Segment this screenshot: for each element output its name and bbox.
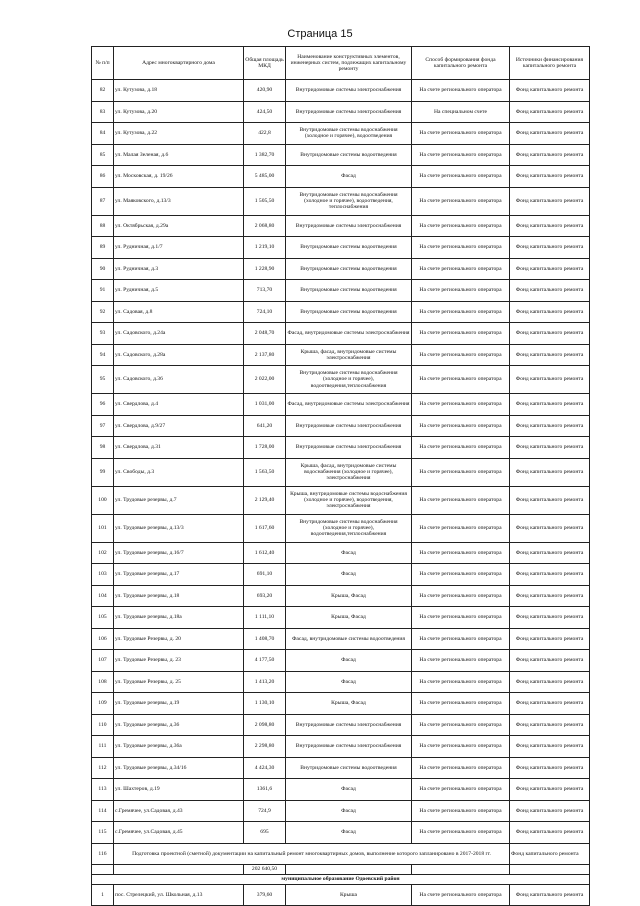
row-address: ул. Шахтеров, д.19 [114,779,244,801]
row-address: ул. Маяковского, д.13/3 [114,187,244,215]
row-method: На счете регионального оператора [412,458,510,486]
row-works: Внутридомовые системы электроснабжения [286,101,412,123]
row-area: 693,20 [244,585,286,607]
row-method: На счете регионального оператора [412,757,510,779]
table-row [92,822,590,844]
total-empty-5 [510,865,590,875]
row-method: На счете регионального оператора [412,607,510,629]
row-address: ул. Рудничная, д.1/7 [114,237,244,259]
row-area: 5 485,00 [244,166,286,188]
row-works: Внутридомовые системы электроснабжения [286,714,412,736]
row-source: Фонд капитального ремонта [510,671,590,693]
row-num: 83 [92,101,114,123]
row-area: 1 563,50 [244,458,286,486]
row-num: 99 [92,458,114,486]
row-method: На счете регионального оператора [412,258,510,280]
row-source: Фонд капитального ремонта [510,607,590,629]
table-row [92,514,590,542]
total-row [92,865,590,875]
row-source: Фонд капитального ремонта [510,458,590,486]
row-address: ул. Рудничная, д.5 [114,280,244,302]
row-method: На счете регионального оператора [412,144,510,166]
row-source: Фонд капитального ремонта [510,757,590,779]
row-works: Фасад [286,822,412,844]
row-num: 98 [92,437,114,459]
last-row-method: На счете регионального оператора [412,885,510,906]
row-works: Внутридомовые системы водоотведения [286,757,412,779]
table-row [92,166,590,188]
row-area: 641,20 [244,415,286,437]
row-source: Фонд капитального ремонта [510,779,590,801]
table-row [92,323,590,345]
row-address: ул. Трудовые резервы, д.7 [114,486,244,514]
row-source: Фонд капитального ремонта [510,693,590,715]
table-row [92,258,590,280]
table-row [92,80,590,102]
total-empty-4 [412,865,510,875]
row-works: Внутридомовые системы водоотведения [286,280,412,302]
row-method: На специальном счете [412,101,510,123]
row-num: 91 [92,280,114,302]
row-address: ул. Кутузова, д.22 [114,123,244,145]
row-method: На счете регионального оператора [412,415,510,437]
row-area: 1 413,20 [244,671,286,693]
row-method: На счете регионального оператора [412,779,510,801]
row-num: 101 [92,514,114,542]
row-works: Фасад, внутридомовые системы электроснабжения [286,323,412,345]
last-row-address: пос. Стрелецкий, ул. Школьная, д.13 [114,885,244,906]
row-area: 1 130,10 [244,693,286,715]
row-num: 88 [92,215,114,237]
table-row [92,144,590,166]
row-method: На счете регионального оператора [412,366,510,394]
row-source: Фонд капитального ремонта [510,237,590,259]
row-address: с.Гремячее, ул.Садовая, д.43 [114,800,244,822]
table-row [92,215,590,237]
row-address: ул. Садовая, д.8 [114,301,244,323]
row-address: ул. Трудовые Резервы, д. 23 [114,650,244,672]
row-works: Внутридомовые системы водоотведения [286,144,412,166]
row-method: На счете регионального оператора [412,80,510,102]
table-row [92,344,590,366]
row-method: На счете регионального оператора [412,714,510,736]
row-method: На счете регионального оператора [412,187,510,215]
row-works: Фасад, внутридомовые системы электроснабжения [286,394,412,416]
row-source: Фонд капитального ремонта [510,486,590,514]
row-address: ул. Трудовые резервы, д.13/3 [114,514,244,542]
total-empty-2 [114,865,244,875]
row-area: 1 382,70 [244,144,286,166]
row-works: Фасад [286,779,412,801]
row-works: Фасад [286,564,412,586]
row-source: Фонд капитального ремонта [510,514,590,542]
row-num: 105 [92,607,114,629]
table-row [92,736,590,758]
row-num: 111 [92,736,114,758]
row-address: ул. Кутузова, д.18 [114,80,244,102]
row-method: На счете регионального оператора [412,123,510,145]
row-address: ул. Октябрьская, д.29а [114,215,244,237]
row-num: 84 [92,123,114,145]
row-address: ул. Свердлова, д.9/27 [114,415,244,437]
table-row [92,394,590,416]
row-num: 110 [92,714,114,736]
row-num: 112 [92,757,114,779]
row-method: На счете регионального оператора [412,323,510,345]
row-source: Фонд капитального ремонта [510,714,590,736]
row-method: На счете регионального оператора [412,344,510,366]
table-body [92,80,590,844]
table-row-116 [92,843,590,865]
row-works: Внутридомовые системы водоснабжения (холодное и горячее), водоотведения, теплоснабжения [286,187,412,215]
total-empty-1 [92,865,114,875]
last-table-row [92,885,590,906]
row-address: ул. Садовского, д.28а [114,344,244,366]
row-address: ул. Трудовые Резервы, д. 20 [114,628,244,650]
row-source: Фонд капитального ремонта [510,144,590,166]
table-row [92,693,590,715]
row-source: Фонд капитального ремонта [510,736,590,758]
table-row [92,671,590,693]
row-area: 1 228,90 [244,258,286,280]
row-works: Внутридомовые системы электроснабжения [286,437,412,459]
row-works: Фасад, внутридомовые системы водоотведения [286,628,412,650]
row-address: ул. Трудовые резервы, д.18а [114,607,244,629]
row-method: На счете регионального оператора [412,564,510,586]
row-works: Фасад [286,650,412,672]
row-num: 86 [92,166,114,188]
row-method: На счете регионального оператора [412,166,510,188]
row-area: 424,50 [244,101,286,123]
row-address: ул. Садовского, д.24а [114,323,244,345]
row-works: Крыша, Фасад [286,607,412,629]
page-title: Страница 15 [287,28,353,40]
row-works: Крыша, внутридомовые системы водоснабжения (холодное и горячее), водоотведения, электроснабжения [286,486,412,514]
row-address: ул. Трудовые резервы, д.17 [114,564,244,586]
last-row-area: 379,60 [244,885,286,906]
row-address: ул. Трудовые резервы, д.18 [114,585,244,607]
row-num: 115 [92,822,114,844]
row-area: 420,90 [244,80,286,102]
row-method: На счете регионального оператора [412,650,510,672]
row-area: 2 022,00 [244,366,286,394]
table-row [92,237,590,259]
row-num: 104 [92,585,114,607]
row-address: ул. Трудовые резервы, д.19 [114,693,244,715]
row-address: ул. Трудовые резервы, д.34/16 [114,757,244,779]
row-num: 94 [92,344,114,366]
row-works: Внутридомовые системы электроснабжения [286,736,412,758]
row-works: Внутридомовые системы водоснабжения (холодное и горячее), водоотведения,теплоснабжения [286,514,412,542]
row-area: 2 068,80 [244,215,286,237]
table-row [92,628,590,650]
row-method: На счете регионального оператора [412,394,510,416]
row-116-num: 116 [92,843,114,865]
header-area: Общая площадь МКД [244,47,286,80]
table-row [92,187,590,215]
row-area: 2 098,80 [244,714,286,736]
row-area: 2 129,40 [244,486,286,514]
table-row [92,757,590,779]
row-area: 1 728,00 [244,437,286,459]
row-method: На счете регионального оператора [412,486,510,514]
last-row-works: Крыша [286,885,412,906]
row-address: с.Гремячее, ул.Садовая, д.45 [114,822,244,844]
row-area: 695 [244,822,286,844]
row-source: Фонд капитального ремонта [510,301,590,323]
table-row [92,486,590,514]
row-method: На счете регионального оператора [412,585,510,607]
header-method: Способ формирования фонда капитального ремонта [412,47,510,80]
table-row [92,301,590,323]
row-works: Фасад [286,542,412,564]
row-method: На счете регионального оператора [412,800,510,822]
row-num: 95 [92,366,114,394]
table-row [92,458,590,486]
row-address: ул. Малая Зеленая, д.6 [114,144,244,166]
row-address: ул. Рудничная, д.3 [114,258,244,280]
row-address: ул. Трудовые резервы, д.36а [114,736,244,758]
row-num: 113 [92,779,114,801]
row-works: Крыша, Фасад [286,693,412,715]
row-num: 97 [92,415,114,437]
capital-repair-table [91,46,590,906]
row-area: 4 177,50 [244,650,286,672]
table-row [92,779,590,801]
last-row-source: Фонд капитального ремонта [510,885,590,906]
row-address: ул. Кутузова, д.20 [114,101,244,123]
row-area: 1 408,70 [244,628,286,650]
row-works: Внутридомовые системы электроснабжения [286,215,412,237]
row-address: ул. Свободы, д.3 [114,458,244,486]
row-source: Фонд капитального ремонта [510,123,590,145]
row-works: Внутридомовые системы водоснабжения (холодное и горячее), водоотведения [286,123,412,145]
row-num: 92 [92,301,114,323]
row-area: 1 505,50 [244,187,286,215]
row-method: На счете регионального оператора [412,671,510,693]
row-source: Фонд капитального ремонта [510,415,590,437]
row-works: Крыша, фасад, внутридомовые системы электроснабжения [286,344,412,366]
row-area: 1361,6 [244,779,286,801]
table-row [92,714,590,736]
row-num: 93 [92,323,114,345]
row-num: 87 [92,187,114,215]
row-works: Внутридомовые системы водоотведения [286,258,412,280]
row-method: На счете регионального оператора [412,736,510,758]
row-address: ул. Трудовые Резервы, д. 25 [114,671,244,693]
row-source: Фонд капитального ремонта [510,344,590,366]
row-source: Фонд капитального ремонта [510,628,590,650]
row-works: Внутридомовые системы электроснабжения [286,415,412,437]
row-source: Фонд капитального ремонта [510,366,590,394]
row-num: 103 [92,564,114,586]
table-row [92,542,590,564]
row-method: На счете регионального оператора [412,301,510,323]
table-row [92,800,590,822]
row-num: 96 [92,394,114,416]
row-source: Фонд капитального ремонта [510,258,590,280]
row-num: 85 [92,144,114,166]
row-works: Внутридомовые системы водоотведения [286,301,412,323]
row-source: Фонд капитального ремонта [510,187,590,215]
row-num: 107 [92,650,114,672]
row-source: Фонд капитального ремонта [510,585,590,607]
row-method: На счете регионального оператора [412,437,510,459]
table-row [92,585,590,607]
row-source: Фонд капитального ремонта [510,437,590,459]
header-works: Наименование конструктивных элементов, инженерных систем, подлежащих капитальному ремонту [286,47,412,80]
row-num: 90 [92,258,114,280]
row-area: 724,10 [244,301,286,323]
row-address: ул. Трудовые резервы, д.36 [114,714,244,736]
table-row [92,366,590,394]
header-source: Источники финансирования капитального ремонта [510,47,590,80]
row-works: Фасад [286,671,412,693]
row-works: Внутридомовые системы электроснабжения [286,80,412,102]
row-source: Фонд капитального ремонта [510,80,590,102]
row-area: 724,9 [244,800,286,822]
row-source: Фонд капитального ремонта [510,542,590,564]
table-row [92,564,590,586]
row-area: 691,10 [244,564,286,586]
table-row [92,123,590,145]
row-num: 82 [92,80,114,102]
row-address: ул. Трудовые резервы, д.16/7 [114,542,244,564]
row-works: Крыша, Фасад [286,585,412,607]
row-area: 1 617,60 [244,514,286,542]
row-source: Фонд капитального ремонта [510,323,590,345]
row-method: На счете регионального оператора [412,215,510,237]
row-source: Фонд капитального ремонта [510,215,590,237]
row-area: 713,70 [244,280,286,302]
table-row [92,415,590,437]
row-method: На счете регионального оператора [412,628,510,650]
row-area: 1 111,10 [244,607,286,629]
row-works: Крыша, фасад, внутридомовые системы водоснабжения (холодное и горячее), электроснабжения [286,458,412,486]
row-works: Внутридомовые системы водоснабжения (холодное и горячее), водоотведения,теплоснабжения [286,366,412,394]
table-row [92,101,590,123]
table-row [92,437,590,459]
row-method: На счете регионального оператора [412,237,510,259]
row-source: Фонд капитального ремонта [510,564,590,586]
header-address: Адрес многоквартирного дома [114,47,244,80]
row-source: Фонд капитального ремонта [510,800,590,822]
row-116-text: Подготовка проектной (сметной) документации на капитальный ремонт многоквартирных домов, выполнение которого запланировано в 2017-2018 гг. [114,843,510,865]
row-area: 4 424,30 [244,757,286,779]
row-works: Фасад [286,166,412,188]
row-address: ул. Садовского, д.36 [114,366,244,394]
table-header-row [92,47,590,80]
row-source: Фонд капитального ремонта [510,822,590,844]
row-area: 1 219,10 [244,237,286,259]
row-source: Фонд капитального ремонта [510,166,590,188]
last-row-num: 1 [92,885,114,906]
row-address: ул. Московская, д. 19/26 [114,166,244,188]
header-num: № п/п [92,47,114,80]
row-area: 1 612,40 [244,542,286,564]
row-source: Фонд капитального ремонта [510,650,590,672]
total-empty-3 [286,865,412,875]
table-row [92,650,590,672]
row-116-source: Фонд капитального ремонта [510,843,590,865]
row-area: 422,8 [244,123,286,145]
row-method: На счете регионального оператора [412,822,510,844]
row-works: Внутридомовые системы водоотведения [286,237,412,259]
row-num: 106 [92,628,114,650]
row-num: 114 [92,800,114,822]
row-works: Фасад [286,800,412,822]
row-area: 2 137,80 [244,344,286,366]
row-num: 109 [92,693,114,715]
row-method: На счете регионального оператора [412,280,510,302]
table-row [92,280,590,302]
row-num: 108 [92,671,114,693]
row-method: На счете регионального оператора [412,514,510,542]
row-source: Фонд капитального ремонта [510,280,590,302]
row-area: 2 048,70 [244,323,286,345]
row-area: 1 031,00 [244,394,286,416]
section-title: муниципальное образование Одоевский район [92,875,590,885]
section-row [92,875,590,885]
row-address: ул. Свердлова, д.31 [114,437,244,459]
row-address: ул. Свердлова, д.4 [114,394,244,416]
row-source: Фонд капитального ремонта [510,101,590,123]
row-source: Фонд капитального ремонта [510,394,590,416]
row-method: На счете регионального оператора [412,693,510,715]
row-area: 2 298,80 [244,736,286,758]
row-method: На счете регионального оператора [412,542,510,564]
table-row [92,607,590,629]
row-num: 89 [92,237,114,259]
row-num: 100 [92,486,114,514]
total-area: 202 640,50 [244,865,286,875]
row-num: 102 [92,542,114,564]
